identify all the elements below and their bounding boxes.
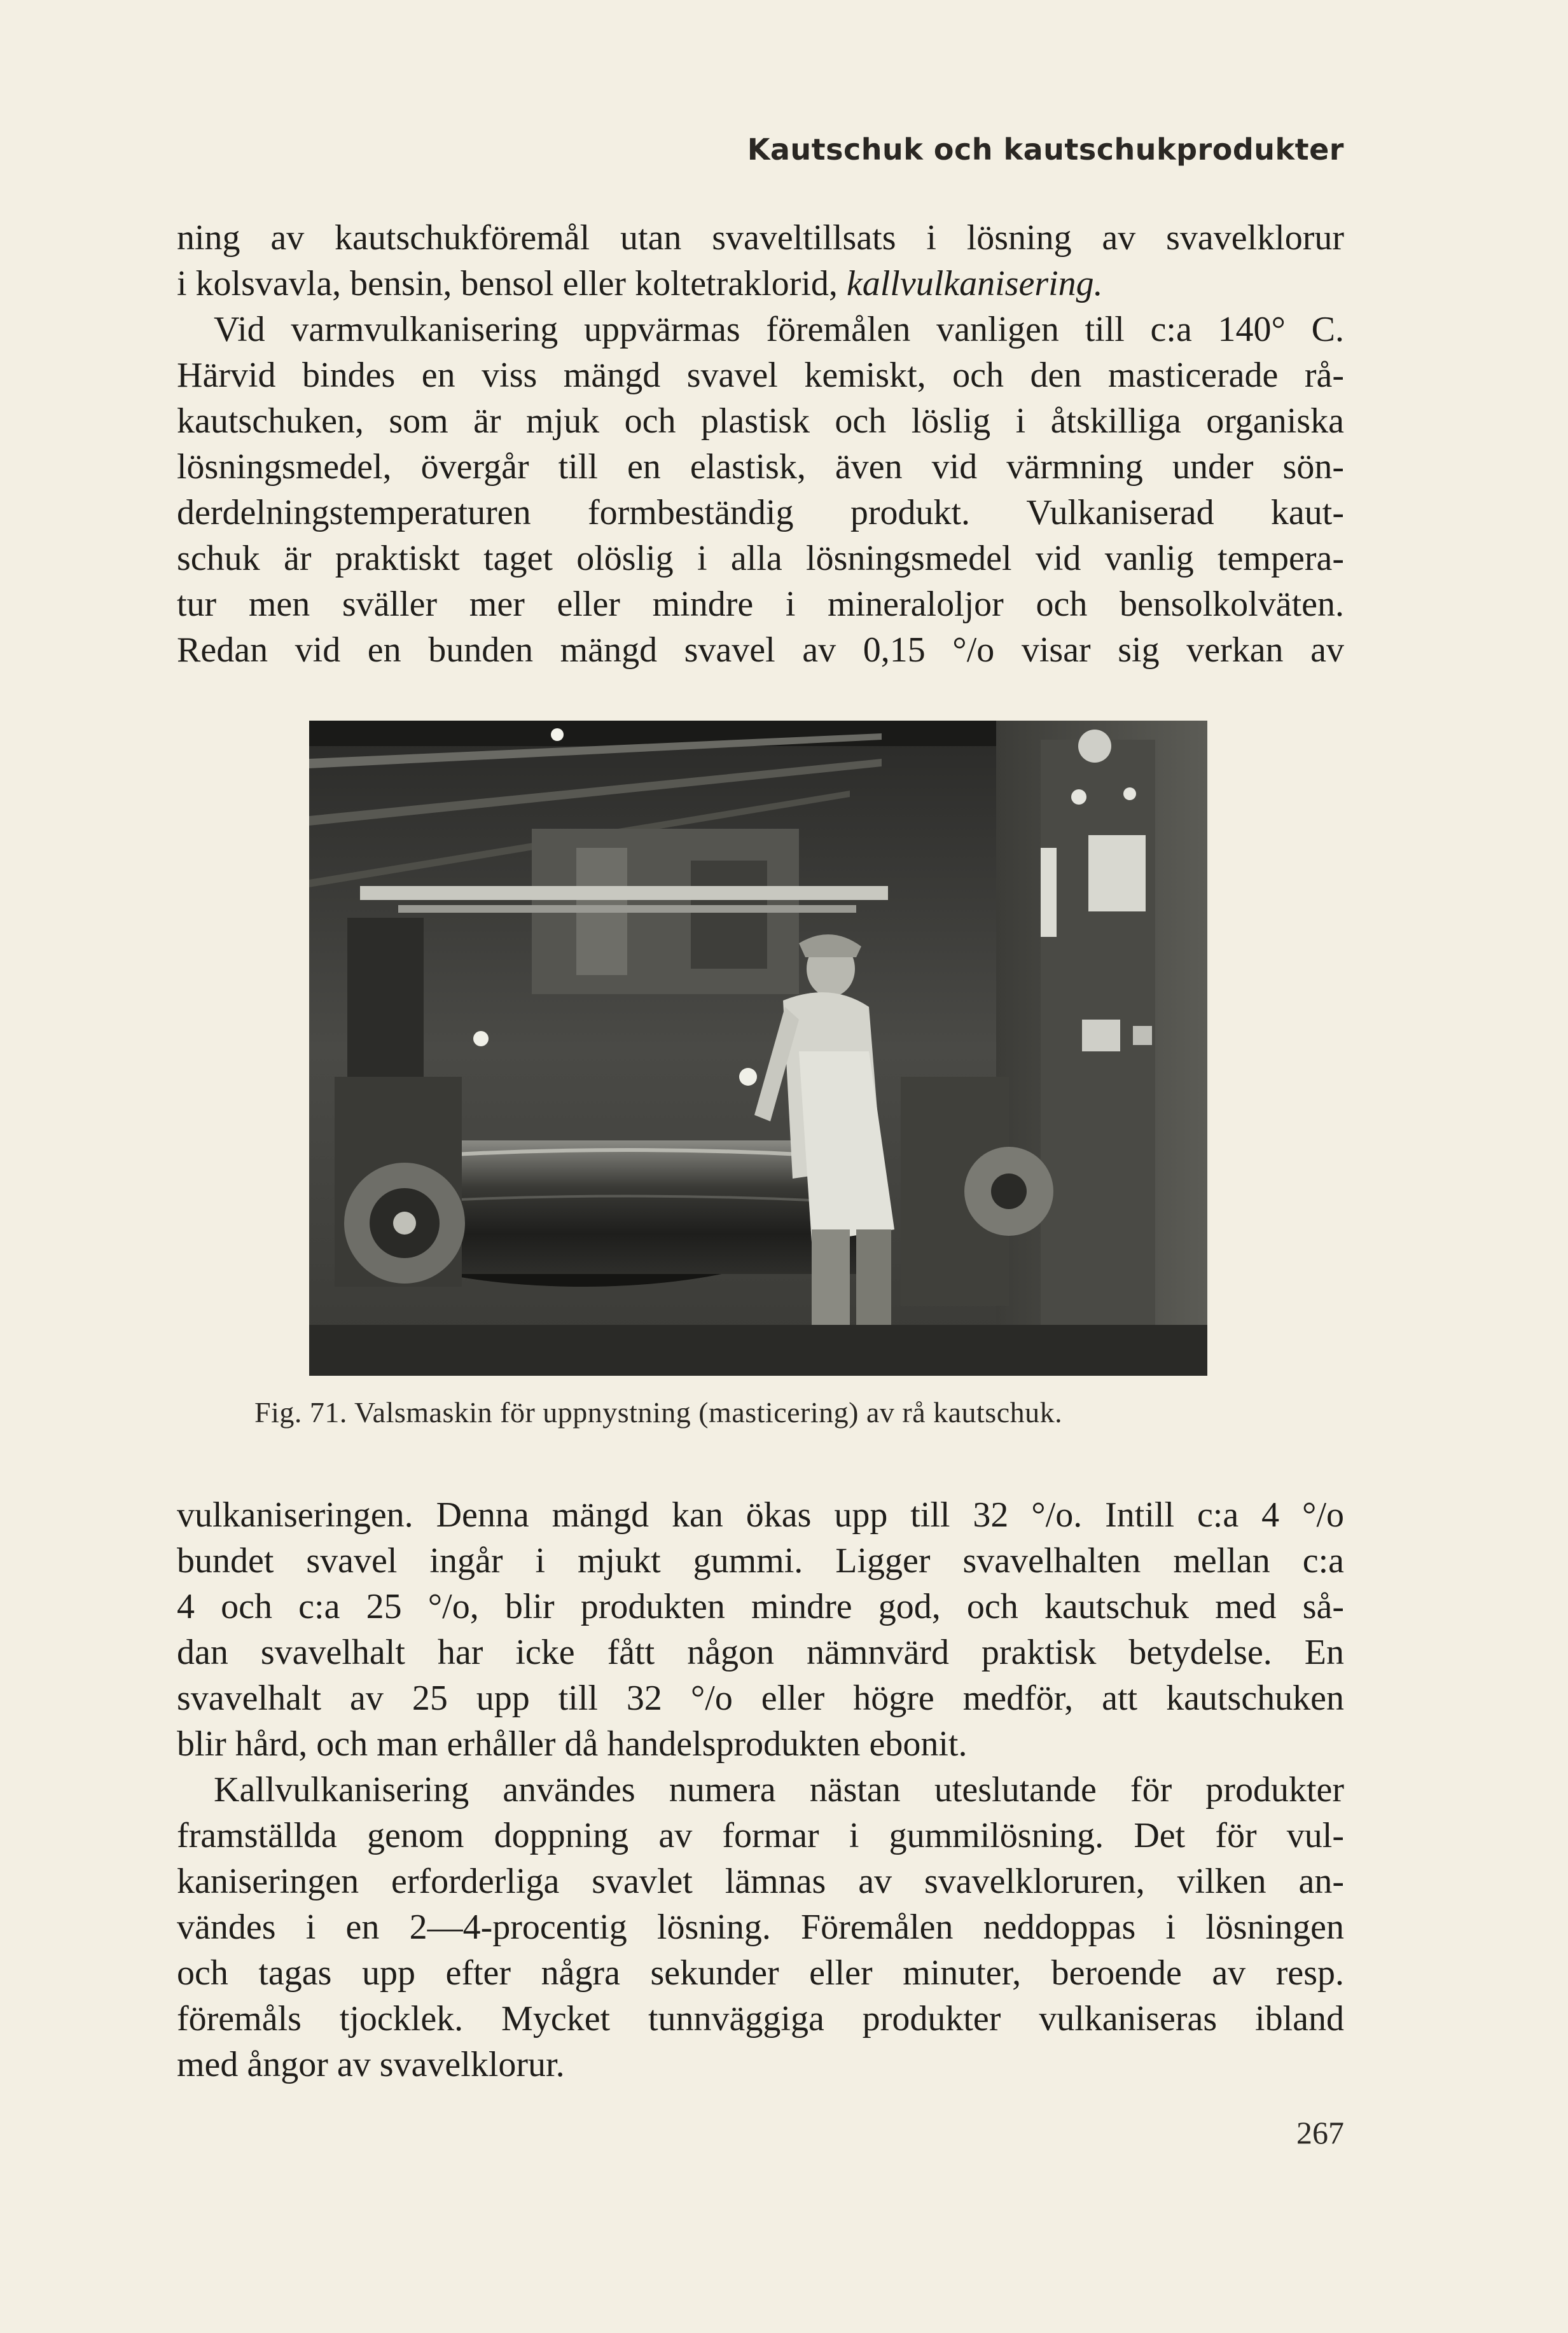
- text-line: kautschuken, som är mjuk och plastisk och löslig i åtskilliga organiska: [177, 401, 1344, 441]
- text-line: 4 och c:a 25 °/o, blir produkten mindre god, och kautschuk med så-: [177, 1587, 1344, 1626]
- text-line: derdelningstemperaturen formbeständig produkt. Vulkaniserad kaut-: [177, 493, 1344, 532]
- text-line: och tagas upp efter några sekunder eller minuter, beroende av resp.: [177, 1953, 1344, 1993]
- factory-photo-illustration: [309, 721, 1207, 1376]
- text-line: kaniseringen erforderliga svavlet lämnas av svavelkloruren, vilken an-: [177, 1862, 1344, 1901]
- page-number: 267: [1296, 2115, 1344, 2150]
- italic-term: kallvulkanisering.: [846, 264, 1103, 303]
- text-line: Härvid bindes en viss mängd svavel kemiskt, och den masticerade rå-: [177, 356, 1344, 395]
- text-line: tur men sväller mer eller mindre i mineraloljor och bensolkolväten.: [177, 585, 1344, 624]
- text-line: svavelhalt av 25 upp till 32 °/o eller högre medför, att kautschuken: [177, 1679, 1344, 1718]
- text-line: [177, 261, 1344, 307]
- text-line: vändes i en 2—4-procentig lösning. Föremålen neddoppas i lösningen: [177, 1907, 1344, 1947]
- running-head: Kautschuk och kautschukprodukter: [747, 132, 1344, 167]
- text-line: med ångor av svavelklorur.: [177, 2045, 565, 2084]
- text-line: ning av kautschukföremål utan svaveltillsats i lösning av svavelklorur: [177, 218, 1344, 258]
- text-line: framställda genom doppning av formar i gummilösning. Det för vul-: [177, 1816, 1344, 1855]
- text-line: föremåls tjocklek. Mycket tunnväggiga produkter vulkaniseras ibland: [177, 1999, 1344, 2039]
- text-line: lösningsmedel, övergår till en elastisk, även vid värmning under sön-: [177, 447, 1344, 487]
- text-line-part: i kolsvavla, bensin, bensol eller koltetraklorid,: [177, 264, 838, 303]
- paragraph-2: [177, 1492, 1344, 1767]
- text-line: bundet svavel ingår i mjukt gummi. Ligger svavelhalten mellan c:a: [177, 1541, 1344, 1581]
- text-line: blir hård, och man erhåller då handelsprodukten ebonit.: [177, 1724, 968, 1764]
- paragraph-3: [177, 1767, 1344, 2087]
- paragraph-1: [177, 215, 1344, 673]
- figure-photo: [309, 721, 1207, 1376]
- text-line: dan svavelhalt har icke fått någon nämnvärd praktisk betydelse. En: [177, 1633, 1344, 1672]
- text-line: schuk är praktiskt taget olöslig i alla lösningsmedel vid vanlig tempera-: [177, 539, 1344, 578]
- text-line: Kallvulkanisering användes numera nästan uteslutande för produkter: [214, 1770, 1344, 1810]
- text-line: Redan vid en bunden mängd svavel av 0,15 °/o visar sig verkan av: [177, 630, 1344, 670]
- text-line: Vid varmvulkanisering uppvärmas föremålen vanligen till c:a 140° C.: [214, 310, 1344, 349]
- text-line: vulkaniseringen. Denna mängd kan ökas upp till 32 °/o. Intill c:a 4 °/o: [177, 1495, 1344, 1535]
- figure-caption: Fig. 71. Valsmaskin för uppnystning (masticering) av rå kautschuk.: [254, 1396, 1063, 1429]
